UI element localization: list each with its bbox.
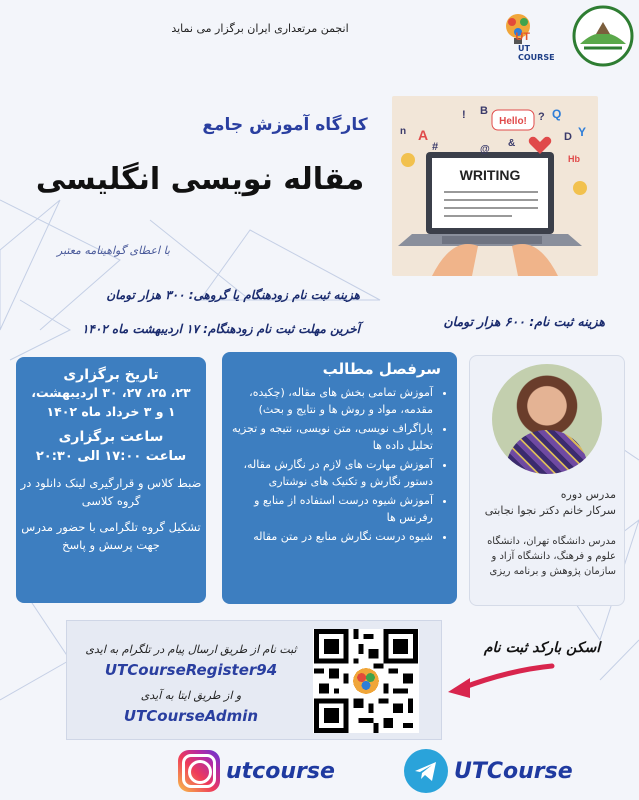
instructor-panel [469, 355, 625, 606]
recording-note: ضبط کلاس و قرارگیری لینک دانلود در گروه کلاسی [20, 476, 202, 508]
scan-qr-label: اسکن بارکد ثبت نام [483, 640, 601, 656]
rangeland-association-logo [572, 4, 634, 68]
telegram-register-id[interactable]: UTCourseRegister94 [104, 661, 278, 679]
telegram-group-note: تشکیل گروه تلگرامی با حضور مدرس جهت پرسش و پاسخ [21, 520, 201, 552]
writing-illustration [392, 96, 598, 276]
syllabus-item: • آموزش شیوه درست استفاده از منابع و رفرنس ها [230, 492, 433, 526]
laptop-screen-text: WRITING [459, 167, 521, 183]
doodle-letter: B [480, 105, 488, 117]
doodle-letter: Q [552, 107, 562, 121]
telegram-icon [404, 749, 448, 793]
instructor-photo [492, 364, 602, 474]
eitaa-register-text: و از طریق ایتا به آیدی [140, 689, 242, 702]
doodle-letter: ? [538, 111, 545, 123]
registration-box [66, 620, 442, 740]
time-title: ساعت برگزاری [58, 429, 164, 445]
doodle-letter: D [564, 131, 572, 143]
syllabus-item: • پاراگراف نویسی، متن نویسی، نتیجه و تجزیه تحلیل داده ها [230, 420, 433, 454]
time-value: ساعت ۱۷:۰۰ الی ۲۰:۳۰ [35, 449, 187, 464]
doodle-letter: # [432, 141, 439, 153]
doodle-letter: ! [462, 109, 466, 121]
doodle-letter: & [508, 138, 516, 149]
instagram-handle: utcourse [226, 758, 335, 784]
registration-qr-code[interactable] [313, 629, 419, 733]
ut-course-logo-text: UT COURSE [518, 44, 555, 62]
workshop-subtitle: کارگاه آموزش جامع [202, 115, 368, 135]
speech-bubble-text: Hello! [499, 116, 527, 127]
syllabus-panel [222, 352, 457, 604]
date-line: ۲۳، ۲۵، ۲۷، ۳۰ اردیبهشت، [31, 385, 191, 400]
date-line: ۱ و ۳ خرداد ماه ۱۴۰۲ [46, 404, 176, 419]
syllabus-item: • آموزش مهارت های لازم در نگارش مقاله، دستور نگارش و تکنیک های نوشتاری [230, 456, 433, 490]
schedule-panel [16, 357, 206, 603]
doodle-letter: Hb [568, 154, 580, 164]
instructor-role: مدرس دوره [560, 488, 616, 501]
doodle-letter: n [400, 126, 407, 137]
arrow-icon [440, 660, 560, 700]
telegram-link[interactable] [404, 748, 573, 794]
ut-course-logo [500, 10, 566, 60]
early-group-fee: هزینه ثبت نام زودهنگام یا گروهی: ۳۰۰ هزار تومان [106, 288, 360, 302]
date-title: تاریخ برگزاری [63, 367, 159, 383]
svg-text:UT: UT [515, 31, 530, 43]
telegram-handle: UTCourse [454, 758, 573, 784]
telegram-register-text: ثبت نام از طریق ارسال پیام در تلگرام به ایدی [85, 643, 297, 656]
instagram-icon [178, 750, 220, 792]
organizer-text: انجمن مرتعداری ایران برگزار می نماید [171, 22, 349, 35]
early-registration-deadline: آخرین مهلت ثبت نام زودهنگام: ۱۷ اردیبهشت ماه ۱۴۰۲ [81, 322, 360, 336]
syllabus-item: • آموزش تمامی بخش های مقاله، (چکیده، مقدمه، مواد و روش ها و نتایج و بحث) [230, 384, 433, 418]
syllabus-title: سرفصل مطالب [322, 360, 441, 378]
instructor-name: سرکار خانم دکتر نجوا نجابتی [484, 504, 616, 517]
doodle-letter: Y [578, 125, 587, 139]
instagram-link[interactable] [178, 748, 335, 794]
eitaa-register-id[interactable]: UTCourseAdmin [123, 707, 259, 725]
certificate-note: با اعطای گواهینامه معتبر [57, 244, 170, 257]
syllabus-item: • شیوه درست نگارش منابع در متن مقاله [230, 528, 433, 545]
registration-fee: هزینه ثبت نام: ۶۰۰ هزار تومان [443, 314, 605, 329]
doodle-letter: A [418, 127, 429, 143]
syllabus-list [222, 384, 457, 545]
workshop-title: مقاله نویسی انگلیسی [35, 162, 365, 197]
instructor-affiliation: مدرس دانشگاه تهران، دانشگاه علوم و فرهنگ، دانشگاه آزاد و سازمان پژوهش و برنامه ریزی [487, 536, 616, 577]
doodle-letter: @ [480, 144, 490, 155]
